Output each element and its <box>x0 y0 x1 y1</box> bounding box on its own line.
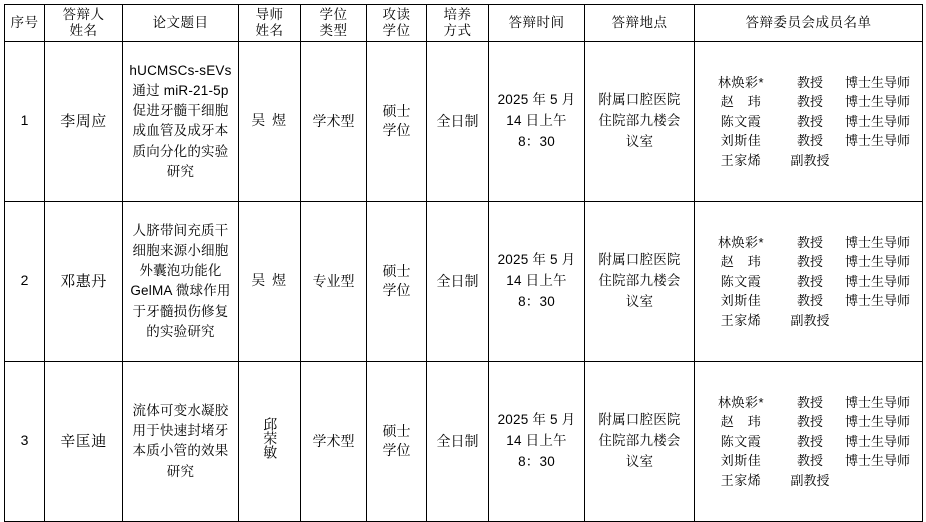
committee-member <box>698 151 919 171</box>
cell-degree-line2: 学位 <box>382 282 411 299</box>
column-header-thesis-title <box>123 5 239 42</box>
column-header-committee-label: 答辩委员会成员名单 <box>745 15 872 31</box>
committee-member-rank: 教授 <box>796 273 823 289</box>
cell-degree-type: 专业型 <box>301 201 367 361</box>
committee-member-rank: 副教授 <box>790 152 830 168</box>
committee-member-role: 博士生导师 <box>844 94 910 110</box>
committee-member-name: 陈文霞 <box>720 273 762 289</box>
cell-candidate-name: 辛匡迪 <box>45 361 123 521</box>
cell-advisor-name: 吴 煜 <box>239 41 301 201</box>
table-header-row <box>5 5 923 42</box>
committee-member <box>698 272 919 292</box>
cell-study-mode: 全日制 <box>427 41 489 201</box>
column-header-defense-time-label: 答辩时间 <box>508 15 565 31</box>
committee-member-name: 刘斯佳 <box>720 133 762 149</box>
committee-member-rank: 副教授 <box>790 472 830 488</box>
committee-member-rank: 教授 <box>796 234 823 250</box>
cell-candidate-name: 李周应 <box>45 41 123 201</box>
committee-member <box>698 393 919 413</box>
committee-member-name: 陈文霞 <box>720 433 762 449</box>
column-header-candidate-name-line2: 姓名 <box>69 22 98 38</box>
cell-defense-place-line1: 附属口腔医院 <box>598 411 681 427</box>
cell-index: 1 <box>5 41 45 201</box>
cell-degree-line2: 学位 <box>382 442 411 459</box>
cell-committee-list <box>695 41 923 201</box>
cell-defense-place <box>585 201 695 361</box>
cell-committee-list <box>695 201 923 361</box>
committee-member-rank: 教授 <box>796 133 823 149</box>
cell-degree-line1: 硕士 <box>382 102 411 119</box>
column-header-committee <box>695 5 923 42</box>
cell-index: 3 <box>5 361 45 521</box>
committee-member <box>698 112 919 132</box>
cell-advisor-name-text: 邱荣敏 <box>262 417 279 460</box>
cell-degree-type: 学术型 <box>301 41 367 201</box>
committee-member-rank: 教授 <box>796 433 823 449</box>
column-header-advisor-name <box>239 5 301 42</box>
committee-member-role: 博士生导师 <box>844 453 910 469</box>
column-header-degree-type-line1: 学位 <box>319 7 348 22</box>
cell-committee-list <box>695 361 923 521</box>
cell-degree <box>367 41 427 201</box>
cell-thesis-title: hUCMSCs-sEVs 通过 miR-21-5p 促进牙髓干细胞成血管及成牙本质向分化的实验研究 <box>123 41 239 201</box>
cell-defense-time <box>489 201 585 361</box>
committee-member-rank: 教授 <box>796 414 823 430</box>
cell-defense-place-line1: 附属口腔医院 <box>598 251 681 267</box>
cell-degree <box>367 361 427 521</box>
column-header-advisor-name-line2: 姓名 <box>255 22 284 38</box>
table-header <box>5 5 923 42</box>
committee-member-name: 陈文霞 <box>720 113 762 129</box>
committee-member-role: 博士生导师 <box>844 433 910 449</box>
committee-member-rank: 教授 <box>796 254 823 270</box>
cell-index: 2 <box>5 201 45 361</box>
cell-degree-type: 学术型 <box>301 361 367 521</box>
committee-member-rank: 副教授 <box>790 312 830 328</box>
cell-study-mode: 全日制 <box>427 361 489 521</box>
committee-member-role: 博士生导师 <box>844 394 910 410</box>
committee-member <box>698 131 919 151</box>
cell-defense-place-line1: 附属口腔医院 <box>598 91 681 107</box>
cell-defense-time-line1: 2025 年 5 月 <box>497 251 576 267</box>
committee-member-role <box>836 471 919 491</box>
cell-thesis-title: 人脐带间充质干细胞来源小细胞外囊泡功能化 GelMA 微球作用于牙髓损伤修复的实验研究 <box>123 201 239 361</box>
committee-member-role: 博士生导师 <box>844 254 910 270</box>
committee-member-rank: 教授 <box>796 113 823 129</box>
document-sheet <box>0 4 926 488</box>
cell-defense-place-line3: 议室 <box>625 133 654 149</box>
committee-member-role <box>836 311 919 331</box>
cell-degree-line1: 硕士 <box>382 422 411 439</box>
committee-member-name: 林焕彩* <box>717 394 765 410</box>
cell-defense-place-line3: 议室 <box>625 293 654 309</box>
committee-member <box>698 233 919 253</box>
committee-member-role: 博士生导师 <box>844 133 910 149</box>
committee-member <box>698 311 919 331</box>
table-body <box>5 41 923 521</box>
cell-defense-place <box>585 361 695 521</box>
column-header-degree-line1: 攻读 <box>382 7 411 22</box>
cell-degree-line2: 学位 <box>382 122 411 139</box>
committee-member <box>698 412 919 432</box>
cell-candidate-name: 邓惠丹 <box>45 201 123 361</box>
cell-advisor-name: 吴 煜 <box>239 201 301 361</box>
cell-defense-time-line3: 8：30 <box>518 133 555 149</box>
committee-member-name: 刘斯佳 <box>720 293 762 309</box>
cell-defense-place <box>585 41 695 201</box>
committee-member-name: 王家烯 <box>720 152 762 168</box>
column-header-index-label: 序号 <box>10 15 39 31</box>
column-header-study-mode <box>427 5 489 42</box>
thesis-defense-table <box>4 4 923 522</box>
column-header-advisor-name-line1: 导师 <box>255 7 284 22</box>
committee-member <box>698 451 919 471</box>
cell-defense-time-line3: 8：30 <box>518 453 555 469</box>
committee-member-name: 赵 玮 <box>720 414 762 430</box>
committee-member-rank: 教授 <box>796 394 823 410</box>
column-header-defense-time <box>489 5 585 42</box>
committee-member-name: 林焕彩* <box>717 74 765 90</box>
committee-member-rank: 教授 <box>796 293 823 309</box>
cell-defense-time-line1: 2025 年 5 月 <box>497 91 576 107</box>
committee-member <box>698 291 919 311</box>
column-header-defense-place <box>585 5 695 42</box>
committee-member <box>698 471 919 491</box>
cell-defense-time-line1: 2025 年 5 月 <box>497 411 576 427</box>
table-row <box>5 41 923 201</box>
cell-defense-time-line2: 14 日上午 <box>506 112 567 128</box>
cell-defense-place-line2: 住院部九楼会 <box>598 112 681 128</box>
cell-degree <box>367 201 427 361</box>
committee-member-name: 王家烯 <box>720 472 762 488</box>
column-header-defense-place-label: 答辩地点 <box>611 15 668 31</box>
committee-member-rank: 教授 <box>796 74 823 90</box>
committee-member <box>698 73 919 93</box>
committee-member-name: 林焕彩* <box>717 234 765 250</box>
committee-member-name: 赵 玮 <box>720 254 762 270</box>
column-header-degree-line2: 学位 <box>382 22 411 38</box>
committee-member-rank: 教授 <box>796 453 823 469</box>
cell-defense-time <box>489 41 585 201</box>
committee-member-name: 王家烯 <box>720 312 762 328</box>
cell-defense-time-line2: 14 日上午 <box>506 272 567 288</box>
cell-degree-line1: 硕士 <box>382 262 411 279</box>
table-row <box>5 361 923 521</box>
committee-member-name: 赵 玮 <box>720 94 762 110</box>
cell-defense-time-line3: 8：30 <box>518 293 555 309</box>
committee-member-role: 博士生导师 <box>844 234 910 250</box>
column-header-candidate-name-line1: 答辩人 <box>62 7 105 22</box>
cell-defense-time-line2: 14 日上午 <box>506 432 567 448</box>
column-header-study-mode-line2: 方式 <box>443 22 472 38</box>
committee-member-name: 刘斯佳 <box>720 453 762 469</box>
cell-defense-place-line2: 住院部九楼会 <box>598 272 681 288</box>
cell-advisor-name <box>239 361 301 521</box>
cell-defense-place-line2: 住院部九楼会 <box>598 432 681 448</box>
committee-member <box>698 92 919 112</box>
committee-member-role: 博士生导师 <box>844 113 910 129</box>
committee-member <box>698 252 919 272</box>
committee-member-role: 博士生导师 <box>844 74 910 90</box>
cell-study-mode: 全日制 <box>427 201 489 361</box>
committee-member-role: 博士生导师 <box>844 273 910 289</box>
column-header-study-mode-line1: 培养 <box>443 7 472 22</box>
column-header-thesis-title-label: 论文题目 <box>152 15 209 31</box>
committee-member-role: 博士生导师 <box>844 414 910 430</box>
cell-defense-time <box>489 361 585 521</box>
cell-defense-place-line3: 议室 <box>625 453 654 469</box>
committee-member-rank: 教授 <box>796 94 823 110</box>
table-row <box>5 201 923 361</box>
column-header-degree-type <box>301 5 367 42</box>
column-header-index <box>5 5 45 42</box>
cell-thesis-title: 流体可变水凝胶用于快速封堵牙本质小管的效果研究 <box>123 361 239 521</box>
committee-member-role: 博士生导师 <box>844 293 910 309</box>
column-header-degree <box>367 5 427 42</box>
column-header-candidate-name <box>45 5 123 42</box>
column-header-degree-type-line2: 类型 <box>319 22 348 38</box>
committee-member <box>698 432 919 452</box>
committee-member-role <box>836 151 919 171</box>
